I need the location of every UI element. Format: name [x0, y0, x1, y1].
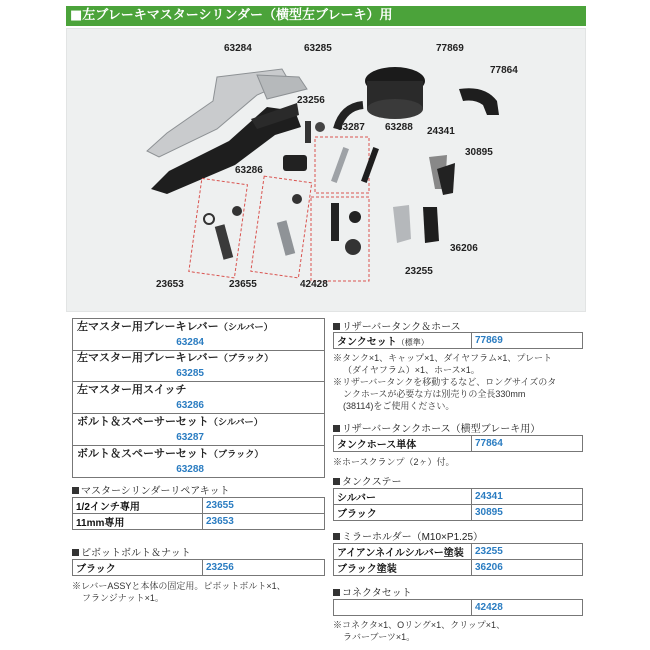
- connector-heading: コネクタセット: [333, 584, 412, 599]
- table-row: [334, 436, 583, 452]
- label-63288: 63288: [385, 122, 413, 133]
- table-row: [334, 489, 583, 505]
- part-name: ボルト＆スペーサーセット: [77, 448, 209, 460]
- label-63285: 63285: [304, 43, 332, 54]
- label-23255: 23255: [405, 266, 433, 277]
- part-code: 23255: [472, 544, 583, 560]
- part-name: アイアンネイルシルバー塗装: [334, 544, 472, 560]
- part-name: タンクホース単体: [334, 436, 472, 452]
- hose-table: [333, 435, 583, 452]
- label-23653: 23653: [156, 279, 184, 290]
- switch-shape: [283, 155, 307, 171]
- part-name: ボルト＆スペーサーセット: [77, 416, 209, 428]
- connector-table: [333, 599, 583, 616]
- label-63284: 63284: [224, 43, 252, 54]
- part-code: 23653: [203, 514, 325, 530]
- part-code: 30895: [472, 505, 583, 521]
- hose-shape: [459, 88, 499, 115]
- part-code: 77869: [472, 333, 583, 349]
- part-name: [334, 600, 472, 616]
- stay-table: [333, 488, 583, 521]
- part-variant: （ブラック）: [208, 449, 264, 459]
- repair-kit-heading: マスターシリンダーリペアキット: [72, 482, 230, 497]
- label-24341: 24341: [427, 126, 455, 137]
- table-row: [334, 600, 583, 616]
- connector-note: ※コネクタ×1、Oリング×1、クリップ×1、 ラバーブーツ×1。: [333, 620, 506, 642]
- part-name: 左マスター用ブレーキレバー: [77, 352, 219, 364]
- label-63287: 63287: [337, 122, 365, 133]
- stay-heading: タンクステー: [333, 473, 402, 488]
- part-code: 63286: [176, 400, 204, 411]
- parts-photo: [66, 28, 586, 312]
- page-title: ■左ブレーキマスターシリンダー（横型左ブレーキ）用: [66, 6, 586, 26]
- part-variant: （シルバー）: [208, 417, 263, 427]
- part-code: 23655: [203, 498, 325, 514]
- part-row-63285: [72, 350, 325, 382]
- part-code: 63285: [176, 368, 204, 379]
- part-code: 23256: [203, 560, 325, 576]
- part-name: ブラック塗装: [334, 560, 472, 576]
- repair-kit-table: [72, 497, 325, 530]
- part-row-63284: [72, 318, 325, 351]
- mirror-table: [333, 543, 583, 576]
- part-code: 63288: [176, 464, 204, 475]
- part-row-63286: [72, 382, 325, 414]
- part-name: 11mm専用: [73, 514, 203, 530]
- part-variant: （ブラック）: [218, 353, 274, 363]
- label-77869: 77869: [436, 43, 464, 54]
- pivot-heading: ピボットボルト＆ナット: [72, 544, 191, 559]
- label-36206: 36206: [450, 243, 478, 254]
- part-code: 63284: [176, 337, 204, 348]
- pivot-note: ※レバーASSYと本体の固定用。ピボットボルト×1、 フランジナット×1。: [72, 581, 286, 603]
- hose-note: ※ホースクランプ（2ヶ）付。: [333, 457, 455, 467]
- table-row: [73, 560, 325, 576]
- mirror-heading: ミラーホルダー（M10×P1.25）: [333, 528, 483, 543]
- label-77864: 77864: [490, 65, 518, 76]
- table-row: [73, 514, 325, 530]
- part-code: 77864: [472, 436, 583, 452]
- part-name: シルバー: [334, 489, 472, 505]
- part-name: 1/2インチ専用: [73, 498, 203, 514]
- label-23655: 23655: [229, 279, 257, 290]
- hose-heading: リザーバータンクホース（横型ブレーキ用）: [333, 420, 540, 435]
- label-30895: 30895: [465, 147, 493, 158]
- reservoir-heading: リザーバータンク＆ホース: [333, 318, 461, 333]
- label-63286: 63286: [235, 165, 263, 176]
- part-code: 63287: [176, 432, 204, 443]
- part-name: タンクセット: [337, 337, 397, 348]
- part-name: ブラック: [334, 505, 472, 521]
- part-row-63287: [72, 414, 325, 446]
- part-code: 24341: [472, 489, 583, 505]
- label-23256: 23256: [297, 95, 325, 106]
- pivot-table: [72, 559, 325, 576]
- reservoir-table: [333, 332, 583, 349]
- part-code: 42428: [472, 600, 583, 616]
- table-row: [334, 544, 583, 560]
- table-row: [334, 505, 583, 521]
- reservoir-note: ※タンク×1、キャップ×1、ダイヤフラム×1、プレート （ダイヤフラム）×1、ホース×1。 ※リザーバータンクを移動するなど、ロングサイズのタ ンクホースが必要な方は別売りの全長330mm (38114)をご使用ください。: [333, 353, 557, 411]
- part-name: 左マスター用スイッチ: [77, 384, 187, 396]
- part-variant: （シルバー）: [218, 322, 273, 332]
- part-code: 36206: [472, 560, 583, 576]
- table-row: [334, 560, 583, 576]
- part-name: ブラック: [73, 560, 203, 576]
- part-name: 左マスター用ブレーキレバー: [77, 321, 219, 333]
- part-variant: （標準）: [396, 338, 429, 347]
- label-42428: 42428: [300, 279, 328, 290]
- table-row: [334, 333, 583, 349]
- part-row-63288: [72, 446, 325, 478]
- table-row: [73, 498, 325, 514]
